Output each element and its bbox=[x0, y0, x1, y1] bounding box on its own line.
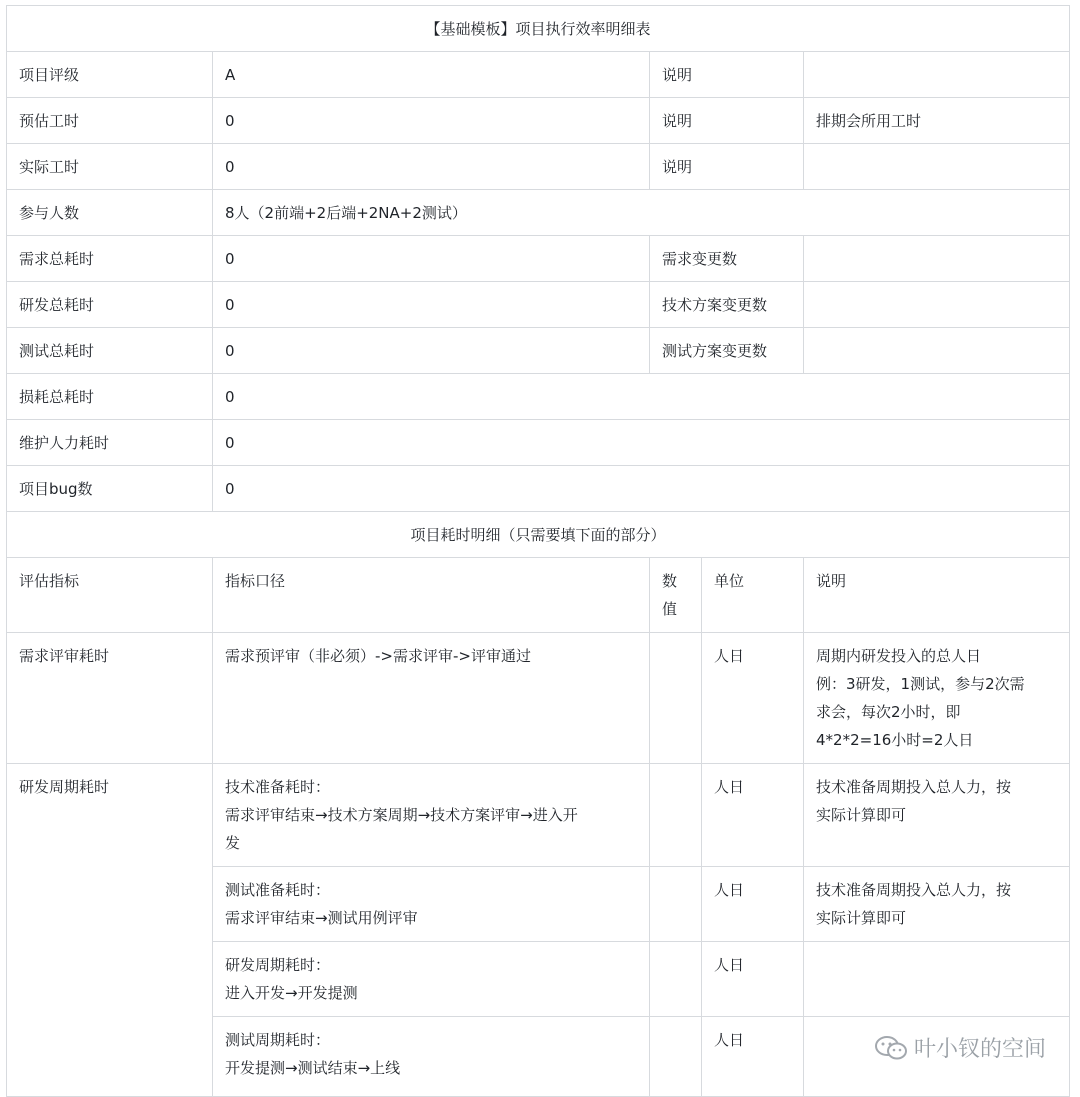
caliber-line: 测试准备耗时： bbox=[225, 881, 331, 899]
table-row bbox=[7, 190, 1070, 236]
caliber-line: 研发周期耗时： bbox=[225, 956, 331, 974]
note-cell bbox=[804, 764, 1070, 867]
table-row bbox=[7, 98, 1070, 144]
caliber-line: 需求评审结束→技术方案周期→技术方案评审→进入开 bbox=[225, 806, 578, 824]
row-value[interactable]: 0 bbox=[213, 236, 650, 282]
row-value[interactable]: A bbox=[213, 52, 650, 98]
note-label: 说明 bbox=[650, 52, 804, 98]
row-label: 项目评级 bbox=[7, 52, 213, 98]
note-cell[interactable] bbox=[804, 1017, 1070, 1097]
note-value[interactable] bbox=[804, 282, 1070, 328]
row-value[interactable]: 8人（2前端+2后端+2NA+2测试） bbox=[213, 190, 1070, 236]
header-value-line-1: 数 bbox=[662, 572, 678, 590]
caliber-cell bbox=[213, 764, 650, 867]
note-value[interactable] bbox=[804, 144, 1070, 190]
row-label: 预估工时 bbox=[7, 98, 213, 144]
note-line: 例：3研发，1测试，参与2次需 bbox=[816, 675, 1025, 693]
metric-cell: 研发周期耗时 bbox=[7, 764, 213, 1097]
caliber-line: 测试周期耗时： bbox=[225, 1031, 331, 1049]
note-line: 实际计算即可 bbox=[816, 909, 907, 927]
value-cell[interactable] bbox=[650, 633, 702, 764]
header-note: 说明 bbox=[804, 558, 1070, 633]
row-value[interactable]: 0 bbox=[213, 466, 1070, 512]
value-cell[interactable] bbox=[650, 867, 702, 942]
row-label: 实际工时 bbox=[7, 144, 213, 190]
header-caliber: 指标口径 bbox=[213, 558, 650, 633]
caliber-line: 需求评审结束→测试用例评审 bbox=[225, 909, 418, 927]
note-label: 测试方案变更数 bbox=[650, 328, 804, 374]
value-cell[interactable] bbox=[650, 1017, 702, 1097]
row-value[interactable]: 0 bbox=[213, 98, 650, 144]
table-row bbox=[7, 466, 1070, 512]
caliber-cell bbox=[213, 1017, 650, 1097]
table-row bbox=[7, 764, 1070, 867]
unit-cell: 人日 bbox=[702, 764, 804, 867]
row-value[interactable]: 0 bbox=[213, 282, 650, 328]
unit-cell: 人日 bbox=[702, 633, 804, 764]
note-cell[interactable] bbox=[804, 942, 1070, 1017]
table-row bbox=[7, 144, 1070, 190]
table-row bbox=[7, 633, 1070, 764]
note-value[interactable] bbox=[804, 328, 1070, 374]
table-row bbox=[7, 52, 1070, 98]
table-title: 【基础模板】项目执行效率明细表 bbox=[7, 6, 1070, 52]
value-cell[interactable] bbox=[650, 942, 702, 1017]
note-line: 4*2*2=16小时=2人日 bbox=[816, 731, 974, 749]
caliber-line: 进入开发→开发提测 bbox=[225, 984, 358, 1002]
table-row bbox=[7, 282, 1070, 328]
table-title-row bbox=[7, 6, 1070, 52]
caliber-line: 发 bbox=[225, 834, 241, 852]
note-value[interactable]: 排期会所用工时 bbox=[804, 98, 1070, 144]
row-value[interactable]: 0 bbox=[213, 144, 650, 190]
unit-cell: 人日 bbox=[702, 867, 804, 942]
caliber-line: 开发提测→测试结束→上线 bbox=[225, 1059, 401, 1077]
value-cell[interactable] bbox=[650, 764, 702, 867]
row-value[interactable]: 0 bbox=[213, 328, 650, 374]
note-line: 技术准备周期投入总人力，按 bbox=[816, 881, 1012, 899]
unit-cell: 人日 bbox=[702, 942, 804, 1017]
detail-header-row bbox=[7, 558, 1070, 633]
table-row bbox=[7, 420, 1070, 466]
note-line: 求会，每次2小时，即 bbox=[816, 703, 961, 721]
table-row bbox=[7, 374, 1070, 420]
note-label: 说明 bbox=[650, 144, 804, 190]
row-value[interactable]: 0 bbox=[213, 374, 1070, 420]
header-value-line-2: 值 bbox=[662, 600, 678, 618]
note-label: 说明 bbox=[650, 98, 804, 144]
header-value bbox=[650, 558, 702, 633]
note-label: 需求变更数 bbox=[650, 236, 804, 282]
row-label: 损耗总耗时 bbox=[7, 374, 213, 420]
row-label: 项目bug数 bbox=[7, 466, 213, 512]
metric-cell: 需求评审耗时 bbox=[7, 633, 213, 764]
row-label: 需求总耗时 bbox=[7, 236, 213, 282]
row-label: 维护人力耗时 bbox=[7, 420, 213, 466]
unit-cell: 人日 bbox=[702, 1017, 804, 1097]
caliber-line: 技术准备耗时： bbox=[225, 778, 331, 796]
caliber-cell bbox=[213, 867, 650, 942]
row-label: 参与人数 bbox=[7, 190, 213, 236]
header-unit: 单位 bbox=[702, 558, 804, 633]
table-row bbox=[7, 328, 1070, 374]
note-line: 实际计算即可 bbox=[816, 806, 907, 824]
row-label: 测试总耗时 bbox=[7, 328, 213, 374]
section-title: 项目耗时明细（只需要填下面的部分） bbox=[7, 512, 1070, 558]
note-line: 周期内研发投入的总人日 bbox=[816, 647, 982, 665]
caliber-cell bbox=[213, 942, 650, 1017]
table-row bbox=[7, 236, 1070, 282]
caliber-cell: 需求预评审（非必须）->需求评审->评审通过 bbox=[213, 633, 650, 764]
efficiency-table bbox=[6, 5, 1070, 1097]
header-metric: 评估指标 bbox=[7, 558, 213, 633]
watermark-text: 叶小钗的空间 bbox=[913, 1037, 1046, 1062]
note-line: 技术准备周期投入总人力，按 bbox=[816, 778, 1012, 796]
row-value[interactable]: 0 bbox=[213, 420, 1070, 466]
note-label: 技术方案变更数 bbox=[650, 282, 804, 328]
note-value[interactable] bbox=[804, 52, 1070, 98]
section-title-row bbox=[7, 512, 1070, 558]
row-label: 研发总耗时 bbox=[7, 282, 213, 328]
note-cell bbox=[804, 867, 1070, 942]
note-cell bbox=[804, 633, 1070, 764]
note-value[interactable] bbox=[804, 236, 1070, 282]
